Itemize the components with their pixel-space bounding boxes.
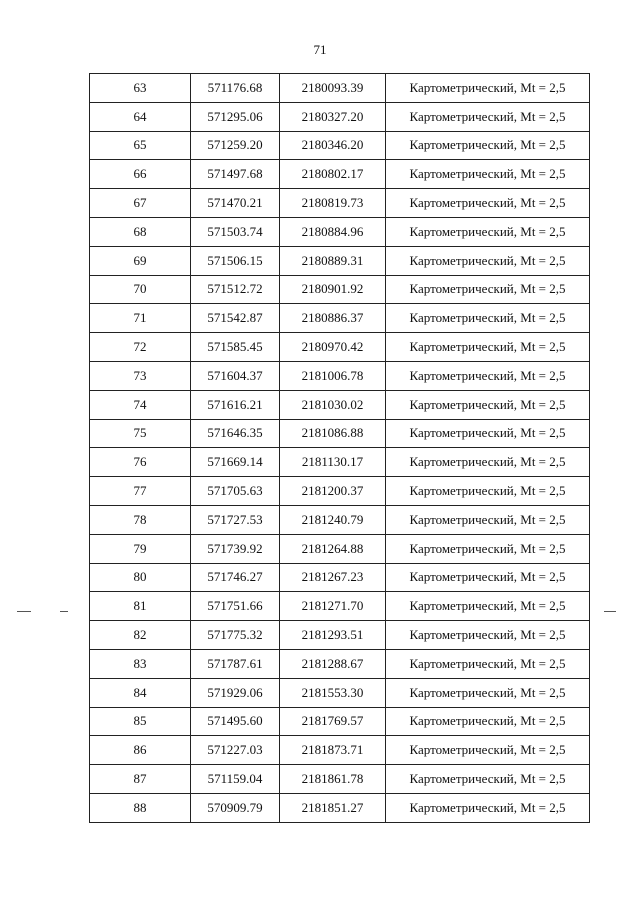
x-coordinate-cell: 571295.06 <box>191 102 280 131</box>
method-cell: Картометрический, Mt = 2,5 <box>386 649 590 678</box>
method-cell: Картометрический, Mt = 2,5 <box>386 621 590 650</box>
y-coordinate-cell: 2181769.57 <box>280 707 386 736</box>
method-cell: Картометрический, Mt = 2,5 <box>386 534 590 563</box>
y-coordinate-cell: 2181851.27 <box>280 793 386 822</box>
x-coordinate-cell: 571176.68 <box>191 74 280 103</box>
x-coordinate-cell: 571470.21 <box>191 189 280 218</box>
method-cell: Картометрический, Mt = 2,5 <box>386 736 590 765</box>
table-row <box>90 765 590 794</box>
method-cell: Картометрический, Mt = 2,5 <box>386 563 590 592</box>
method-cell: Картометрический, Mt = 2,5 <box>386 765 590 794</box>
table-row <box>90 621 590 650</box>
table-row <box>90 246 590 275</box>
point-number-cell: 74 <box>90 390 191 419</box>
x-coordinate-cell: 571159.04 <box>191 765 280 794</box>
x-coordinate-cell: 571616.21 <box>191 390 280 419</box>
page-number: 71 <box>313 42 327 57</box>
point-number-cell: 63 <box>90 74 191 103</box>
method-cell: Картометрический, Mt = 2,5 <box>386 592 590 621</box>
table-row <box>90 333 590 362</box>
table-row <box>90 592 590 621</box>
x-coordinate-cell: 571669.14 <box>191 448 280 477</box>
method-cell: Картометрический, Mt = 2,5 <box>386 275 590 304</box>
method-cell: Картометрический, Mt = 2,5 <box>386 707 590 736</box>
y-coordinate-cell: 2181553.30 <box>280 678 386 707</box>
method-cell: Картометрический, Mt = 2,5 <box>386 189 590 218</box>
table-row <box>90 563 590 592</box>
scan-mark <box>60 611 68 612</box>
point-number-cell: 64 <box>90 102 191 131</box>
table-row <box>90 74 590 103</box>
table-row <box>90 707 590 736</box>
table-row <box>90 304 590 333</box>
point-number-cell: 72 <box>90 333 191 362</box>
x-coordinate-cell: 571746.27 <box>191 563 280 592</box>
x-coordinate-cell: 571929.06 <box>191 678 280 707</box>
table-row <box>90 217 590 246</box>
x-coordinate-cell: 571497.68 <box>191 160 280 189</box>
method-cell: Картометрический, Mt = 2,5 <box>386 477 590 506</box>
y-coordinate-cell: 2180901.92 <box>280 275 386 304</box>
point-number-cell: 86 <box>90 736 191 765</box>
x-coordinate-cell: 571787.61 <box>191 649 280 678</box>
point-number-cell: 88 <box>90 793 191 822</box>
method-cell: Картометрический, Mt = 2,5 <box>386 678 590 707</box>
x-coordinate-cell: 571585.45 <box>191 333 280 362</box>
table-row <box>90 534 590 563</box>
x-coordinate-cell: 571646.35 <box>191 419 280 448</box>
method-cell: Картометрический, Mt = 2,5 <box>386 333 590 362</box>
point-number-cell: 80 <box>90 563 191 592</box>
point-number-cell: 82 <box>90 621 191 650</box>
method-cell: Картометрический, Mt = 2,5 <box>386 160 590 189</box>
table-row <box>90 419 590 448</box>
y-coordinate-cell: 2180886.37 <box>280 304 386 333</box>
point-number-cell: 85 <box>90 707 191 736</box>
x-coordinate-cell: 571727.53 <box>191 505 280 534</box>
point-number-cell: 81 <box>90 592 191 621</box>
y-coordinate-cell: 2181240.79 <box>280 505 386 534</box>
table-row <box>90 131 590 160</box>
point-number-cell: 67 <box>90 189 191 218</box>
method-cell: Картометрический, Mt = 2,5 <box>386 419 590 448</box>
y-coordinate-cell: 2181267.23 <box>280 563 386 592</box>
y-coordinate-cell: 2181030.02 <box>280 390 386 419</box>
point-number-cell: 87 <box>90 765 191 794</box>
point-number-cell: 69 <box>90 246 191 275</box>
method-cell: Картометрический, Mt = 2,5 <box>386 102 590 131</box>
x-coordinate-cell: 571705.63 <box>191 477 280 506</box>
x-coordinate-cell: 571775.32 <box>191 621 280 650</box>
y-coordinate-cell: 2180346.20 <box>280 131 386 160</box>
y-coordinate-cell: 2181861.78 <box>280 765 386 794</box>
table-row <box>90 361 590 390</box>
x-coordinate-cell: 571503.74 <box>191 217 280 246</box>
y-coordinate-cell: 2181130.17 <box>280 448 386 477</box>
method-cell: Картометрический, Mt = 2,5 <box>386 304 590 333</box>
point-number-cell: 79 <box>90 534 191 563</box>
table-row <box>90 275 590 304</box>
table-row <box>90 189 590 218</box>
point-number-cell: 84 <box>90 678 191 707</box>
coordinates-table <box>89 73 590 823</box>
x-coordinate-cell: 571506.15 <box>191 246 280 275</box>
y-coordinate-cell: 2181264.88 <box>280 534 386 563</box>
x-coordinate-cell: 571495.60 <box>191 707 280 736</box>
method-cell: Картометрический, Mt = 2,5 <box>386 217 590 246</box>
scan-mark <box>17 611 31 612</box>
method-cell: Картометрический, Mt = 2,5 <box>386 390 590 419</box>
point-number-cell: 75 <box>90 419 191 448</box>
method-cell: Картометрический, Mt = 2,5 <box>386 131 590 160</box>
table-row <box>90 736 590 765</box>
x-coordinate-cell: 571542.87 <box>191 304 280 333</box>
y-coordinate-cell: 2180889.31 <box>280 246 386 275</box>
x-coordinate-cell: 571739.92 <box>191 534 280 563</box>
y-coordinate-cell: 2181873.71 <box>280 736 386 765</box>
y-coordinate-cell: 2181086.88 <box>280 419 386 448</box>
y-coordinate-cell: 2181293.51 <box>280 621 386 650</box>
point-number-cell: 73 <box>90 361 191 390</box>
point-number-cell: 68 <box>90 217 191 246</box>
x-coordinate-cell: 570909.79 <box>191 793 280 822</box>
y-coordinate-cell: 2180819.73 <box>280 189 386 218</box>
point-number-cell: 71 <box>90 304 191 333</box>
table-row <box>90 448 590 477</box>
table-row <box>90 678 590 707</box>
y-coordinate-cell: 2180093.39 <box>280 74 386 103</box>
method-cell: Картометрический, Mt = 2,5 <box>386 448 590 477</box>
method-cell: Картометрический, Mt = 2,5 <box>386 74 590 103</box>
point-number-cell: 78 <box>90 505 191 534</box>
x-coordinate-cell: 571751.66 <box>191 592 280 621</box>
table-row <box>90 505 590 534</box>
x-coordinate-cell: 571259.20 <box>191 131 280 160</box>
x-coordinate-cell: 571512.72 <box>191 275 280 304</box>
y-coordinate-cell: 2180970.42 <box>280 333 386 362</box>
x-coordinate-cell: 571604.37 <box>191 361 280 390</box>
method-cell: Картометрический, Mt = 2,5 <box>386 361 590 390</box>
point-number-cell: 76 <box>90 448 191 477</box>
point-number-cell: 65 <box>90 131 191 160</box>
y-coordinate-cell: 2180802.17 <box>280 160 386 189</box>
y-coordinate-cell: 2181200.37 <box>280 477 386 506</box>
y-coordinate-cell: 2180884.96 <box>280 217 386 246</box>
point-number-cell: 66 <box>90 160 191 189</box>
y-coordinate-cell: 2181006.78 <box>280 361 386 390</box>
x-coordinate-cell: 571227.03 <box>191 736 280 765</box>
table-row <box>90 390 590 419</box>
y-coordinate-cell: 2181271.70 <box>280 592 386 621</box>
point-number-cell: 83 <box>90 649 191 678</box>
table-row <box>90 649 590 678</box>
table-row <box>90 477 590 506</box>
point-number-cell: 70 <box>90 275 191 304</box>
method-cell: Картометрический, Mt = 2,5 <box>386 793 590 822</box>
method-cell: Картометрический, Mt = 2,5 <box>386 246 590 275</box>
y-coordinate-cell: 2181288.67 <box>280 649 386 678</box>
table-row <box>90 793 590 822</box>
coordinates-table-body <box>90 74 590 823</box>
point-number-cell: 77 <box>90 477 191 506</box>
table-row <box>90 160 590 189</box>
method-cell: Картометрический, Mt = 2,5 <box>386 505 590 534</box>
table-row <box>90 102 590 131</box>
y-coordinate-cell: 2180327.20 <box>280 102 386 131</box>
scan-mark <box>604 611 616 612</box>
